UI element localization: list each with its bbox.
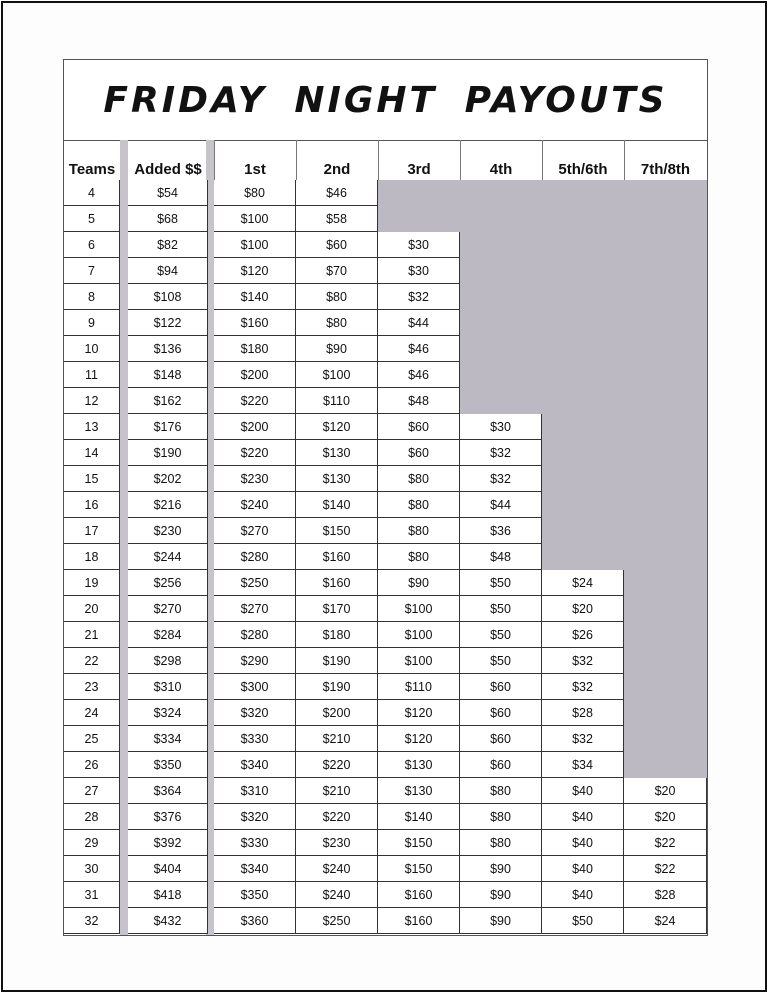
- cell-added: $82: [128, 232, 208, 258]
- cell-second: $220: [296, 752, 378, 778]
- cell-added: $148: [128, 362, 208, 388]
- cell-added: $202: [128, 466, 208, 492]
- cell-fourth: $50: [460, 648, 542, 674]
- cell-third: $130: [378, 752, 460, 778]
- cell-added: $162: [128, 388, 208, 414]
- cell-teams: 15: [64, 466, 120, 492]
- cell-seventh-eighth: $28: [624, 882, 707, 908]
- cell-teams: 23: [64, 674, 120, 700]
- header-column-line: [460, 140, 461, 180]
- cell-third: $30: [378, 232, 460, 258]
- cell-seventh-eighth: $24: [624, 908, 707, 934]
- cell-first: $290: [214, 648, 296, 674]
- header-teams: Teams: [68, 161, 116, 178]
- cell-second: $80: [296, 284, 378, 310]
- cell-teams: 11: [64, 362, 120, 388]
- cell-added: $230: [128, 518, 208, 544]
- cell-third: $160: [378, 882, 460, 908]
- cell-second: $220: [296, 804, 378, 830]
- cell-first: $200: [214, 414, 296, 440]
- cell-teams: 18: [64, 544, 120, 570]
- cell-first: $280: [214, 544, 296, 570]
- cell-third: $80: [378, 518, 460, 544]
- cell-first: $180: [214, 336, 296, 362]
- cell-second: $250: [296, 908, 378, 934]
- cell-fifth-sixth: $40: [542, 778, 624, 804]
- cell-teams: 12: [64, 388, 120, 414]
- cell-added: $216: [128, 492, 208, 518]
- cell-teams: 10: [64, 336, 120, 362]
- cell-third: $100: [378, 596, 460, 622]
- cell-second: $70: [296, 258, 378, 284]
- cell-second: $190: [296, 674, 378, 700]
- cell-added: $108: [128, 284, 208, 310]
- header-1st: 1st: [244, 161, 266, 178]
- cell-second: $90: [296, 336, 378, 362]
- cell-added: $350: [128, 752, 208, 778]
- cell-third: $120: [378, 700, 460, 726]
- cell-second: $240: [296, 856, 378, 882]
- cell-third: $130: [378, 778, 460, 804]
- cell-third: $80: [378, 466, 460, 492]
- cell-fourth: $50: [460, 570, 542, 596]
- cell-first: $100: [214, 206, 296, 232]
- cell-fourth: $44: [460, 492, 542, 518]
- cell-fourth: $50: [460, 622, 542, 648]
- cell-teams: 9: [64, 310, 120, 336]
- cell-third: $100: [378, 648, 460, 674]
- header-column-line: [296, 140, 297, 180]
- cell-third: $60: [378, 440, 460, 466]
- header-7th-8th: 7th/8th: [640, 161, 691, 178]
- cell-fourth: $36: [460, 518, 542, 544]
- cell-added: $298: [128, 648, 208, 674]
- cell-teams: 25: [64, 726, 120, 752]
- cell-third: $32: [378, 284, 460, 310]
- cell-seventh-eighth: $20: [624, 804, 707, 830]
- cell-second: $46: [296, 180, 378, 206]
- cell-second: $200: [296, 700, 378, 726]
- cell-added: $324: [128, 700, 208, 726]
- cell-teams: 30: [64, 856, 120, 882]
- cell-teams: 19: [64, 570, 120, 596]
- cell-fifth-sixth: $32: [542, 674, 624, 700]
- cell-first: $310: [214, 778, 296, 804]
- page-frame: [1, 1, 767, 992]
- header-column-line: [378, 140, 379, 180]
- cell-fourth: $32: [460, 440, 542, 466]
- payout-table: [64, 140, 707, 935]
- cell-fifth-sixth: $32: [542, 726, 624, 752]
- cell-teams: 17: [64, 518, 120, 544]
- cell-second: $58: [296, 206, 378, 232]
- cell-third: $120: [378, 726, 460, 752]
- cell-third: $90: [378, 570, 460, 596]
- cell-added: $418: [128, 882, 208, 908]
- cell-added: $392: [128, 830, 208, 856]
- cell-fourth: $90: [460, 908, 542, 934]
- cell-added: $404: [128, 856, 208, 882]
- cell-teams: 16: [64, 492, 120, 518]
- cell-fourth: $90: [460, 882, 542, 908]
- payout-sheet: [63, 59, 708, 936]
- cell-second: $190: [296, 648, 378, 674]
- cell-teams: 27: [64, 778, 120, 804]
- teams-column-divider: [120, 140, 128, 935]
- cell-seventh-eighth: $22: [624, 830, 707, 856]
- cell-added: $190: [128, 440, 208, 466]
- header-column-line: [214, 140, 215, 180]
- header-3rd: 3rd: [407, 161, 431, 178]
- cell-first: $220: [214, 440, 296, 466]
- cell-third: $140: [378, 804, 460, 830]
- cell-teams: 24: [64, 700, 120, 726]
- cell-third: $160: [378, 908, 460, 934]
- cell-third: $46: [378, 336, 460, 362]
- cell-first: $300: [214, 674, 296, 700]
- header-column-line: [624, 140, 625, 180]
- cell-second: $130: [296, 466, 378, 492]
- header-column-line: [542, 140, 543, 180]
- cell-seventh-eighth: $22: [624, 856, 707, 882]
- cell-first: $220: [214, 388, 296, 414]
- cell-added: $284: [128, 622, 208, 648]
- cell-first: $320: [214, 700, 296, 726]
- cell-first: $120: [214, 258, 296, 284]
- header-5th-6th: 5th/6th: [558, 161, 608, 178]
- cell-first: $330: [214, 830, 296, 856]
- cell-second: $140: [296, 492, 378, 518]
- cell-teams: 28: [64, 804, 120, 830]
- cell-teams: 26: [64, 752, 120, 778]
- cell-first: $330: [214, 726, 296, 752]
- cell-seventh-eighth: $20: [624, 778, 707, 804]
- cell-first: $250: [214, 570, 296, 596]
- cell-fourth: $80: [460, 830, 542, 856]
- cell-second: $120: [296, 414, 378, 440]
- cell-second: $110: [296, 388, 378, 414]
- cell-fourth: $80: [460, 804, 542, 830]
- cell-added: $364: [128, 778, 208, 804]
- cell-second: $180: [296, 622, 378, 648]
- cell-first: $140: [214, 284, 296, 310]
- cell-teams: 20: [64, 596, 120, 622]
- cell-third: $100: [378, 622, 460, 648]
- cell-third: $150: [378, 856, 460, 882]
- cell-fourth: $80: [460, 778, 542, 804]
- cell-teams: 13: [64, 414, 120, 440]
- header-added: Added $$: [134, 161, 202, 178]
- cell-fifth-sixth: $40: [542, 882, 624, 908]
- cell-fifth-sixth: $40: [542, 830, 624, 856]
- cell-fifth-sixth: $32: [542, 648, 624, 674]
- cell-fifth-sixth: $20: [542, 596, 624, 622]
- cell-first: $80: [214, 180, 296, 206]
- cell-fourth: $32: [460, 466, 542, 492]
- cell-fourth: $30: [460, 414, 542, 440]
- cell-fourth: $90: [460, 856, 542, 882]
- cell-third: $80: [378, 544, 460, 570]
- cell-fourth: $60: [460, 752, 542, 778]
- cell-third: $60: [378, 414, 460, 440]
- cell-second: $160: [296, 570, 378, 596]
- cell-fourth: $60: [460, 700, 542, 726]
- cell-second: $80: [296, 310, 378, 336]
- cell-third: $150: [378, 830, 460, 856]
- cell-teams: 14: [64, 440, 120, 466]
- cell-second: $210: [296, 726, 378, 752]
- cell-added: $244: [128, 544, 208, 570]
- cell-fifth-sixth: $50: [542, 908, 624, 934]
- cell-second: $60: [296, 232, 378, 258]
- cell-teams: 22: [64, 648, 120, 674]
- cell-second: $160: [296, 544, 378, 570]
- cell-second: $150: [296, 518, 378, 544]
- cell-teams: 4: [64, 180, 120, 206]
- cell-teams: 21: [64, 622, 120, 648]
- cell-fifth-sixth: $34: [542, 752, 624, 778]
- cell-first: $270: [214, 518, 296, 544]
- cell-added: $334: [128, 726, 208, 752]
- cell-second: $100: [296, 362, 378, 388]
- cell-fourth: $60: [460, 726, 542, 752]
- cell-teams: 29: [64, 830, 120, 856]
- cell-teams: 8: [64, 284, 120, 310]
- cell-added: $122: [128, 310, 208, 336]
- cell-fourth: $48: [460, 544, 542, 570]
- header-2nd: 2nd: [323, 161, 351, 178]
- cell-third: $48: [378, 388, 460, 414]
- cell-added: $256: [128, 570, 208, 596]
- cell-fifth-sixth: $26: [542, 622, 624, 648]
- cell-first: $230: [214, 466, 296, 492]
- cell-fourth: $50: [460, 596, 542, 622]
- cell-added: $432: [128, 908, 208, 934]
- cell-third: $44: [378, 310, 460, 336]
- cell-teams: 6: [64, 232, 120, 258]
- cell-second: $240: [296, 882, 378, 908]
- cell-first: $340: [214, 752, 296, 778]
- cell-added: $270: [128, 596, 208, 622]
- cell-second: $130: [296, 440, 378, 466]
- cell-first: $100: [214, 232, 296, 258]
- cell-added: $68: [128, 206, 208, 232]
- cell-first: $240: [214, 492, 296, 518]
- cell-first: $360: [214, 908, 296, 934]
- cell-added: $176: [128, 414, 208, 440]
- cell-third: $30: [378, 258, 460, 284]
- cell-teams: 7: [64, 258, 120, 284]
- cell-third: $110: [378, 674, 460, 700]
- cell-fifth-sixth: $24: [542, 570, 624, 596]
- cell-second: $170: [296, 596, 378, 622]
- cell-fifth-sixth: $28: [542, 700, 624, 726]
- cell-added: $94: [128, 258, 208, 284]
- cell-fifth-sixth: $40: [542, 804, 624, 830]
- cell-fifth-sixth: $40: [542, 856, 624, 882]
- header-4th: 4th: [489, 161, 513, 178]
- cell-first: $280: [214, 622, 296, 648]
- cell-first: $200: [214, 362, 296, 388]
- page-title: FRIDAY NIGHT PAYOUTS: [64, 60, 707, 141]
- cell-fourth: $60: [460, 674, 542, 700]
- cell-added: $136: [128, 336, 208, 362]
- cell-added: $54: [128, 180, 208, 206]
- cell-second: $230: [296, 830, 378, 856]
- cell-added: $376: [128, 804, 208, 830]
- cell-first: $160: [214, 310, 296, 336]
- cell-teams: 31: [64, 882, 120, 908]
- cell-teams: 5: [64, 206, 120, 232]
- cell-third: $46: [378, 362, 460, 388]
- cell-teams: 32: [64, 908, 120, 934]
- cell-first: $320: [214, 804, 296, 830]
- cell-first: $270: [214, 596, 296, 622]
- cell-first: $340: [214, 856, 296, 882]
- cell-third: $80: [378, 492, 460, 518]
- cell-second: $210: [296, 778, 378, 804]
- cell-first: $350: [214, 882, 296, 908]
- cell-added: $310: [128, 674, 208, 700]
